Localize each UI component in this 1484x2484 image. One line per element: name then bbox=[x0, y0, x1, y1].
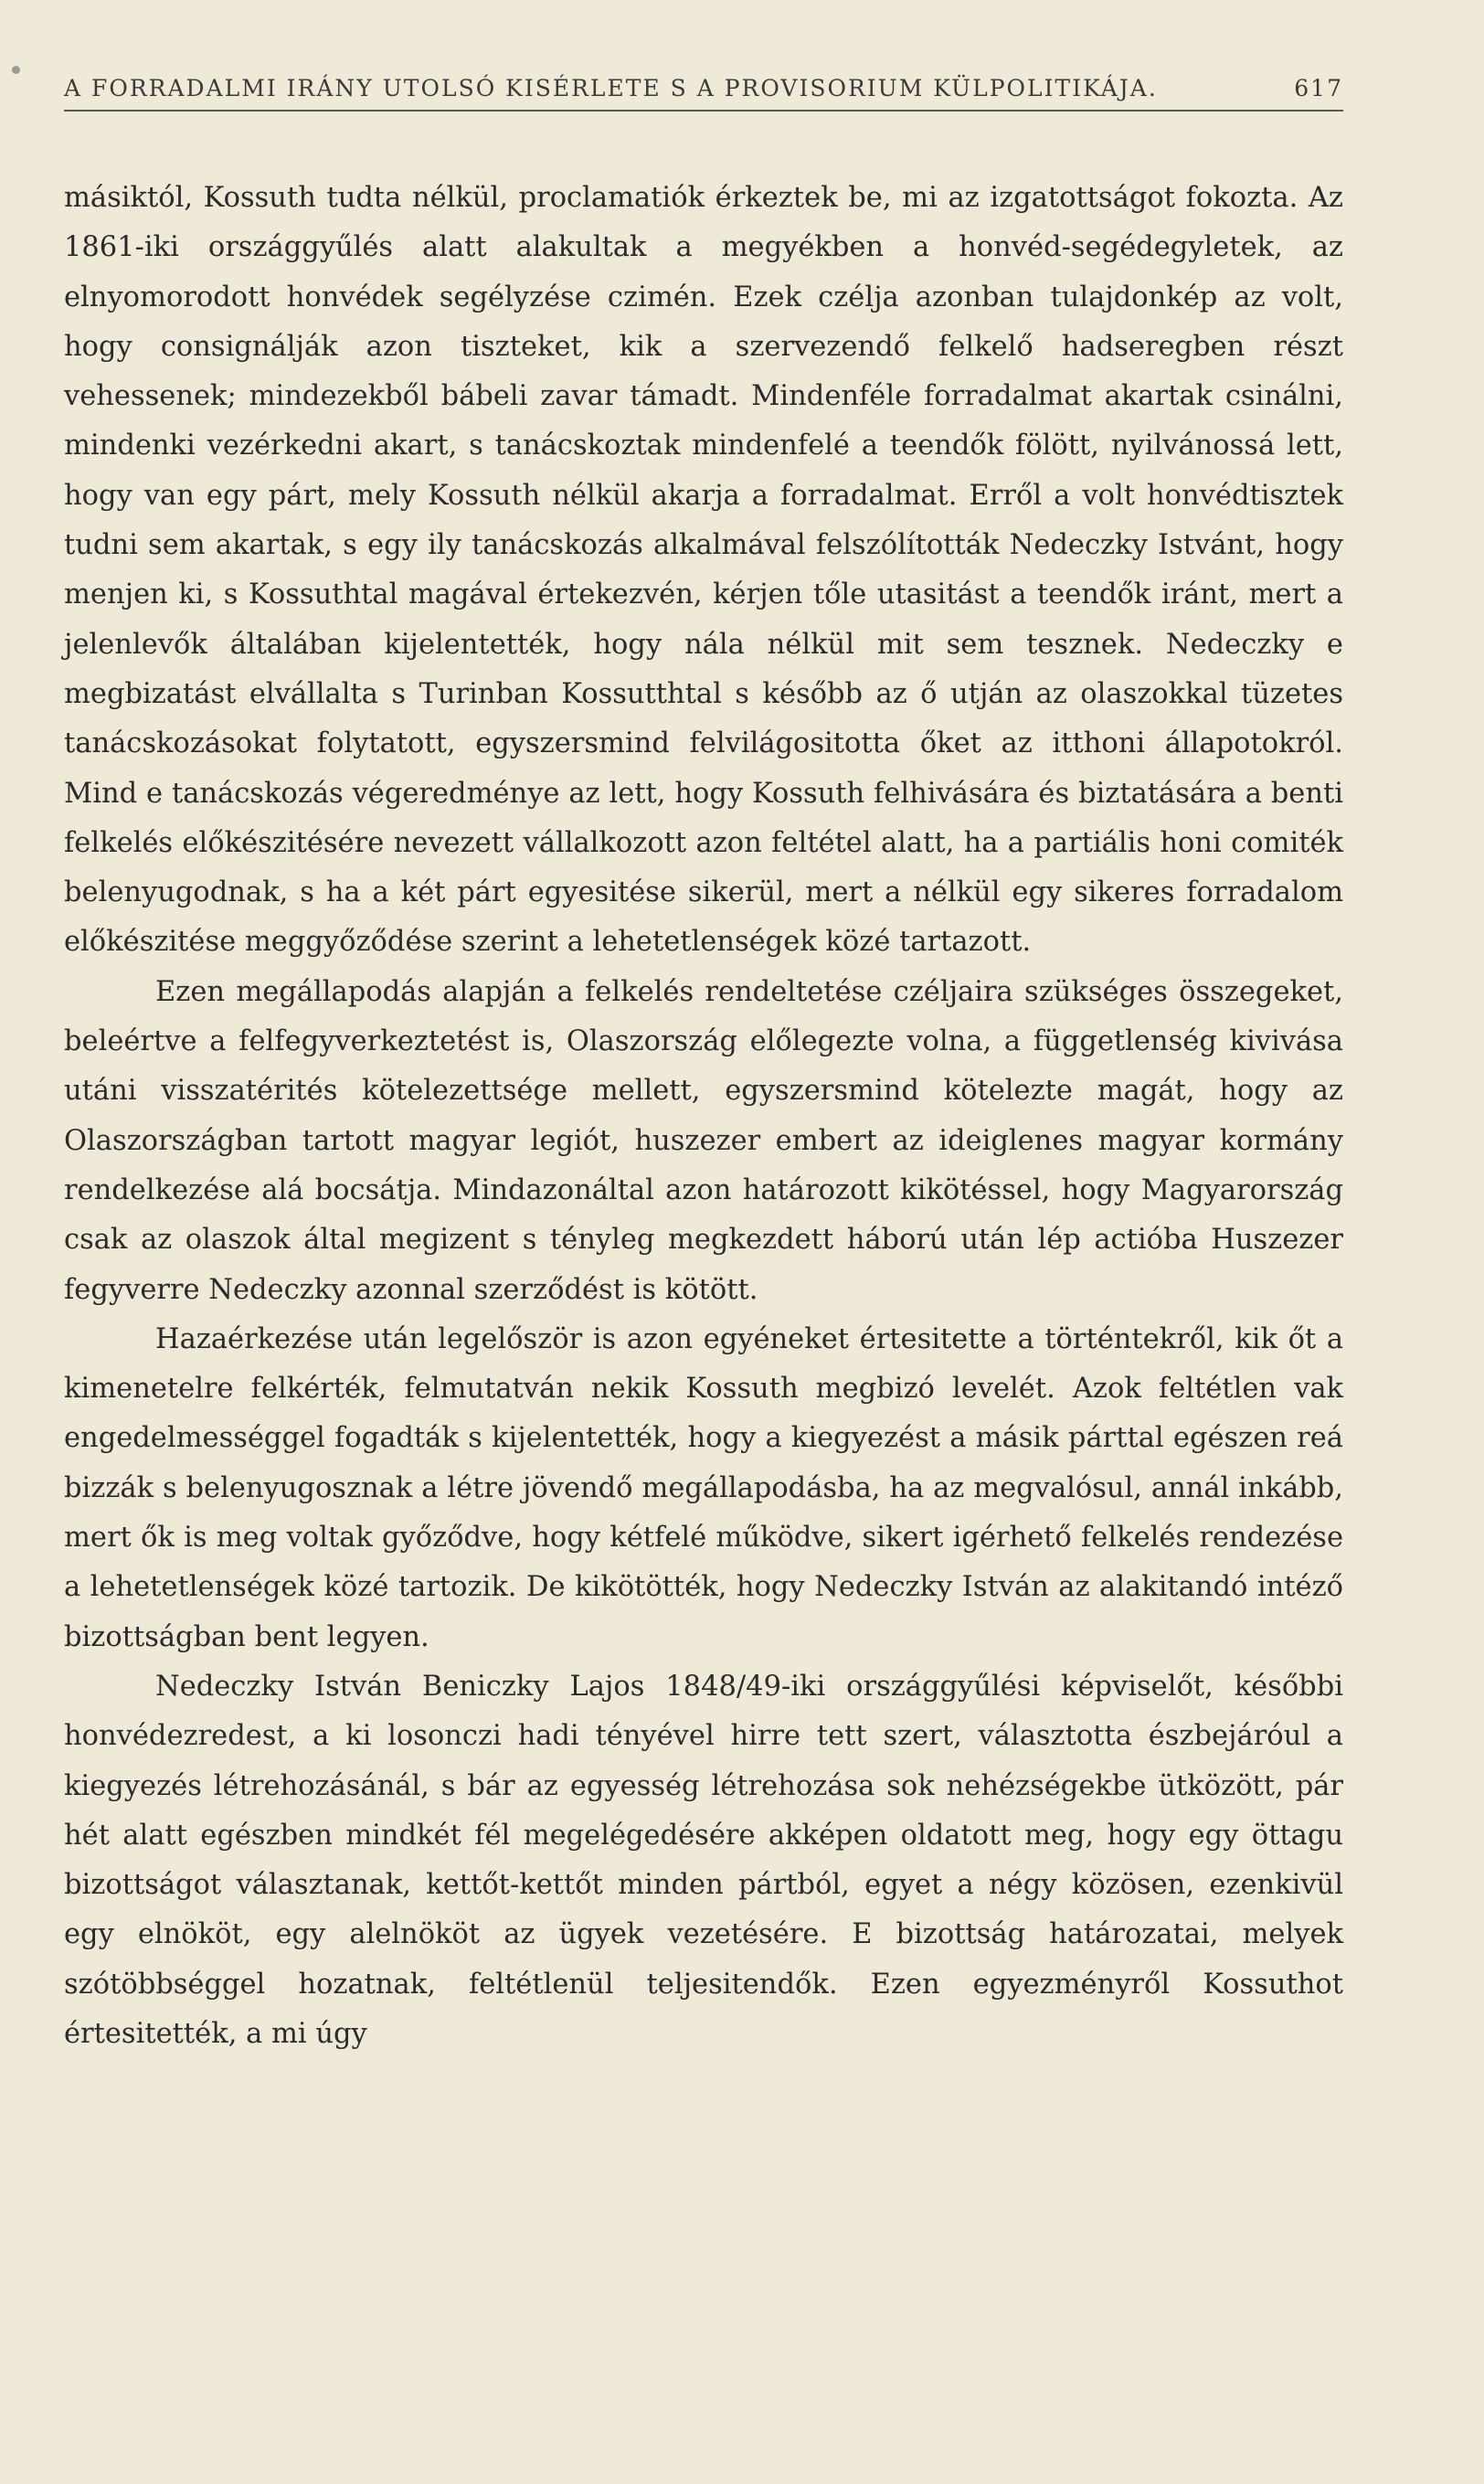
paragraph: Hazaérkezése után legelőször is azon egyéneket értesitette a történtekről, kik őt a kimenetelre felkérték, felmutatván nekik Kossuth megbizó levelét. Azok feltétlen vak engedelmességgel fogadták s kijelentették, hogy a kiegyezést a másik párttal egészen reá bizzák s belenyugosznak a létre jövendő megállapodásba, ha az megvalósul, annál inkább, mert ők is meg voltak győződve, hogy kétfelé működve, sikert igérhető felkelés rendezése a lehetetlenségek közé tartozik. De kikötötték, hogy Nedeczky István az alakitandó intéző bizottságban bent legyen. bbox=[64, 1322, 1343, 1653]
paragraph: Nedeczky István Beniczky Lajos 1848/49-iki országgyűlési képviselőt, későbbi honvédezredest, a ki losonczi hadi tényével hirre tett szert, választotta észbejáróul a kiegyezés létrehozásánál, s bár az egyesség létrehozása sok nehézségekbe ütközött, pár hét alatt egészben mindkét fél megelégedésére akképen oldatott meg, hogy egy öttagu bizottságot választanak, kettőt-kettőt minden pártból, egyet a négy közösen, ezenkivül egy elnököt, egy alelnököt az ügyek vezetésére. E bizottság határozatai, melyek szótöbbséggel hozatnak, feltétlenül teljesitendők. Ezen egyezményről Kossuthot értesitették, a mi úgy bbox=[64, 1670, 1343, 2050]
speck-mark bbox=[12, 66, 20, 74]
page-number: 617 bbox=[1294, 75, 1343, 101]
paragraph: Ezen megállapodás alapján a felkelés rendeltetése czéljaira szükséges összegeket, beleértve a felfegyverkeztetést is, Olaszország előlegezte volna, a függetlenség kivivása utáni visszatérités kötelezettsége mellett, egyszersmind kötelezte magát, hogy az Olaszországban tartott magyar legiót, huszezer embert az ideiglenes magyar kormány rendelkezése alá bocsátja. Mindazonáltal azon határozott kikötéssel, hogy Magyarország csak az olaszok által megizent s tényleg megkezdett háború után lép actióba Huszezer fegyverre Nedeczky azonnal szerződést is kötött. bbox=[64, 975, 1343, 1306]
paragraph: másiktól, Kossuth tudta nélkül, proclamatiók érkeztek be, mi az izgatottságot fokozta. Az 1861-iki országgyűlés alatt alakultak a megyékben a honvéd-segédegyletek, az elnyomorodott honvédek segélyzése czimén. Ezek czélja azonban tulajdonkép az volt, hogy consignálják azon tiszteket, kik a szervezendő felkelő hadseregben részt vehessenek; mindezekből bábeli zavar támadt. Mindenféle forradalmat akartak csinálni, mindenki vezérkedni akart, s tanácskoztak mindenfelé a teendők fölött, nyilvánossá lett, hogy van egy párt, mely Kossuth nélkül akarja a forradalmat. Erről a volt honvédtisztek tudni sem akartak, s egy ily tanácskozás alkalmával felszólították Nedeczky Istvánt, hogy menjen ki, s Kossuthtal magával értekezvén, kérjen tőle utasitást a teendők iránt, mert a jelenlevők általában kijelentették, hogy nála nélkül mit sem tesznek. Nedeczky e megbizatást elvállalta s Turinban Kossutthtal s később az ő utján az olaszokkal tüzetes tanácskozásokat folytatott, egyszersmind felvilágositotta őket az itthoni állapotokról. Mind e tanácskozás végeredménye az lett, hogy Kossuth felhivására és biztatására a benti felkelés előkészitésére nevezett vállalkozott azon feltétel alatt, ha a partiális honi comiték belenyugodnak, s ha a két párt egyesitése sikerül, mert a nélkül egy sikeres forradalom előkészitése meggyőződése szerint a lehetetlenségek közé tartazott. bbox=[64, 182, 1343, 959]
running-head-title: A FORRADALMI IRÁNY UTOLSÓ KISÉRLETE S A PROVISORIUM KÜLPOLITIKÁJA. bbox=[64, 75, 1158, 101]
body-text bbox=[64, 174, 1343, 2059]
header-rule bbox=[64, 110, 1343, 111]
running-head bbox=[64, 75, 1343, 111]
